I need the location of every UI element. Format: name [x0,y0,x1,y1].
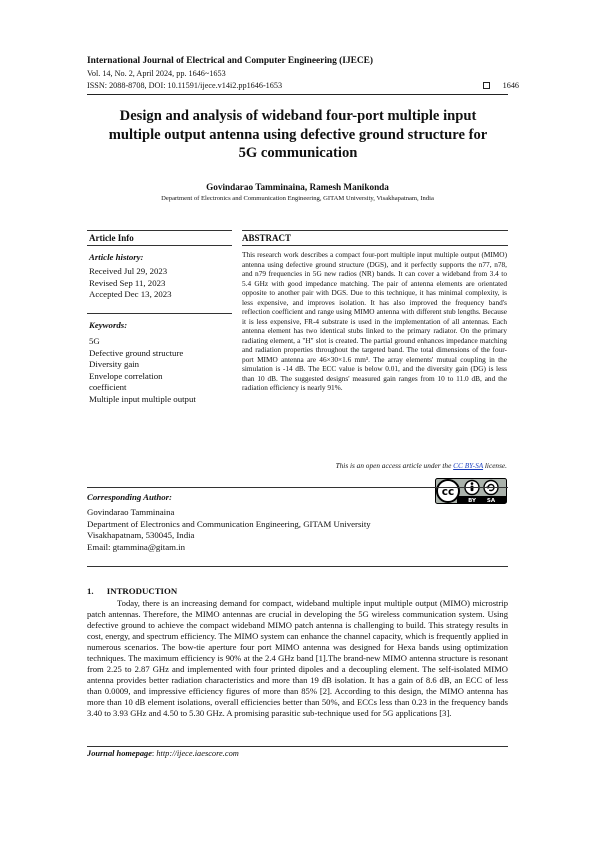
cc-by-sa-link[interactable]: CC BY-SA [453,461,484,470]
article-history-list [89,266,172,301]
corresponding-email: Email: gtammina@gitam.in [87,541,186,552]
keyword-item: Envelope correlation [89,370,163,381]
abstract-heading-rule [242,245,508,246]
keyword-item: Diversity gain [89,359,140,370]
article-info-heading-rule [87,245,232,246]
affiliation: Department of Electronics and Communication Engineering, GITAM University, Visakhapatnam, India [161,195,434,202]
volume-line: Vol. 14, No. 2, April 2024, pp. 1646~1653 [87,69,226,78]
page-number: 1646 [502,81,519,90]
oa-prefix: This is an open access article under the [335,461,454,470]
footer-rule [87,746,508,747]
journal-name: International Journal of Electrical and Computer Engineering (IJECE) [87,56,374,66]
corresponding-author-block [87,492,508,553]
corresponding-department: Department of Electronics and Communication Engineering, GITAM University [87,518,371,529]
history-received: Received Jul 29, 2023 [89,266,168,276]
article-info-top-rule [87,230,232,231]
keyword-item: coefficient [89,382,127,393]
header-divider [87,94,508,95]
keywords-list [89,336,196,406]
journal-homepage-footer [87,749,239,758]
issn-doi-line: ISSN: 2088-8708, DOI: 10.11591/ijece.v14i2.pp1646-1653 [87,81,283,90]
badge-by-label: BY [468,498,476,504]
keyword-item: 5G [89,336,100,346]
title-line: Design and analysis of wideband four-port multiple input [119,108,477,124]
history-accepted: Accepted Dec 13, 2023 [89,289,172,300]
introduction-heading: 1. INTRODUCTION [87,586,178,596]
history-rule [87,313,232,314]
title-line: 5G communication [238,145,358,161]
introduction-text [87,598,508,720]
journal-homepage-link[interactable]: http://ijece.iaescore.com [156,749,239,758]
abstract-heading: ABSTRACT [242,233,292,243]
title-line: multiple output antenna using defective ground structure for [108,126,488,143]
abstract-text: This research work describes a compact four-port multiple input multiple output (MIMO) antenna using defective ground structure (DGS), and it perfectly supports the n77, n78, and n79 frequencies in 5G new radios (NR) bands. It can cover a wideband from 3.4 to 5.4 GHz with good impedance matching. The pair of antenna elements are orientated opposite to another pair with DGS. Due to this technique, it has minimal complexity, is less expensive, and improves isolation. It has also improved the frequency band's reflection coefficient and range using MIMO antenna with different stub lengths. Because it is less expensive, FR-4 substrate is used in the implementation of all antennas. Each antenna element has two identical stubs linked to the primary radiator. On the primary radiating element, a "H" slot is created. The partial ground enhances impedance matching and radiation properties throughout the targeted band. The total dimensions of the four-port MIMO antenna are 46×30×1.6 mm³. The array elements' mutual coupling in the simulation is -14 dB. The ECC value is below 0.01, and the diversity gain (DG) is less than 10 dB. The suggested designs' measured gain ranges from 10 to 11.0 dB, and the radiation efficiency is nearly 91%. [242,250,507,393]
authors: Govindarao Tamminaina, Ramesh Manikonda [206,182,389,192]
svg-text:cc: cc [441,485,455,498]
keyword-item: Multiple input multiple output [89,393,196,404]
square-bullet-icon [483,82,490,89]
article-history-heading: Article history: [89,252,144,262]
introduction-paragraph: Today, there is an increasing demand for compact, wideband multiple input multiple output (MIMO) microstrip patch antennas. Therefore, the MIMO antennas are crucial in developing the 5G wireless communication system. Using defective ground to achieve the compact wideband MIMO patch antenna is challenging to build. This strategy results in cost, energy, and spectrum efficiency. The MIMO system can enhance the channel capacity, which is frequently applied in numerous scenarios. The bow-tie aperture four port MIMO antenna was designed for Hexa bands using optimization techniques. The maximum efficiency is 90% at the 2.4 GHz band [1].The brand-new MIMO antenna structure is resonant from 2.25 to 2.87 GHz and implemented with four printed dipoles and a decoupling element. The self-isolated MIMO antenna provides better radiation characteristics and more than 19 dB isolation. It has a gain of 8.6 dB, an ECC of less than 0.0009, and impressive efficiency figures of more than 85% [2]. According to this design, the MIMO antenna has more than 10 dB element isolations, overall efficiencies better than 50%, and ECCs less than 0.23 in the frequency bands 3.40 to 3.93 GHz and 4.50 to 5.30 GHz. A promising parasitic sub-technique used for 5G applications [3]. [87,598,508,719]
keywords-heading: Keywords: [89,320,128,330]
history-revised: Revised Sep 11, 2023 [89,277,166,288]
corresponding-heading: Corresponding Author: [87,492,172,502]
article-info-heading: Article Info [89,233,134,243]
keyword-item: Defective ground structure [89,347,184,358]
paper-title [80,107,516,163]
journal-homepage-label: Journal homepage [87,749,152,758]
oa-suffix: license. [483,461,507,470]
footer-colon: : [151,749,157,758]
corresponding-bottom-rule [87,566,508,567]
open-access-statement [242,461,507,470]
abstract-top-rule [242,230,508,231]
badge-sa-label: SA [486,498,496,504]
corresponding-address: Visakhapatnam, 530045, India [87,530,195,541]
corresponding-name: Govindarao Tamminaina [87,507,175,517]
corresponding-top-rule [87,487,508,488]
